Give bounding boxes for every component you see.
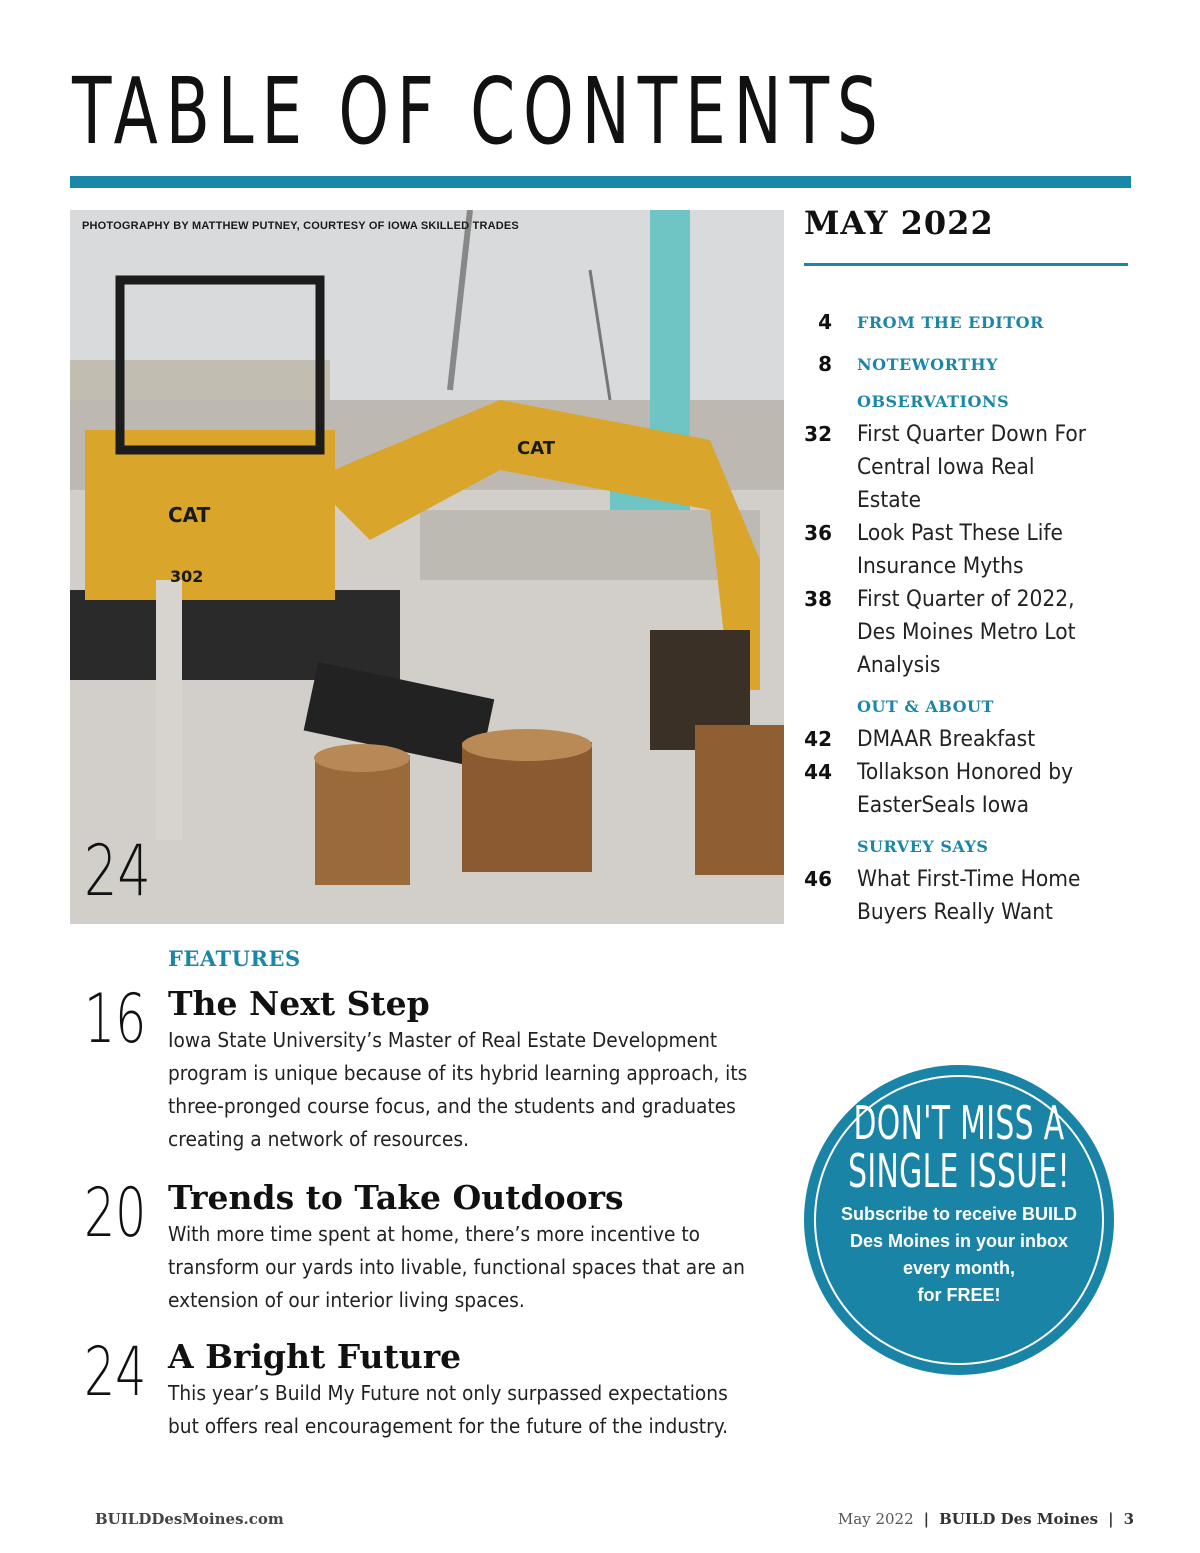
excavator-photo-illustration <box>70 210 784 924</box>
issue-divider <box>804 263 1128 266</box>
badge-body-line: for FREE! <box>917 1285 1001 1305</box>
cover-photo <box>70 210 784 924</box>
toc-entry[interactable] <box>800 517 1130 583</box>
feature-title: Trends to Take Outdoors <box>168 1178 624 1217</box>
page-title: TABLE OF CONTENTS <box>72 58 886 165</box>
footer-separator: | <box>1108 1510 1114 1528</box>
toc-page-number: 32 <box>804 422 832 446</box>
toc-entry[interactable] <box>800 418 1130 517</box>
title-divider <box>70 176 1131 188</box>
toc-page-number: 38 <box>804 587 832 611</box>
feature-description: Iowa State University’s Master of Real Estate Development program is unique because of its hybrid learning approach, its three-pronged course focus, and the students and graduates creating a network of resources. <box>168 1028 748 1151</box>
footer-separator: | <box>923 1510 930 1528</box>
toc-page-number: 42 <box>804 727 832 751</box>
feature-title: A Bright Future <box>168 1337 462 1376</box>
badge-body-line: every month, <box>902 1258 1016 1278</box>
toc-page-number: 46 <box>804 867 832 891</box>
toc-category-out-about: OUT & ABOUT <box>857 697 994 716</box>
toc-section-label: FROM THE EDITOR <box>857 313 1044 332</box>
cat-logo-boom: CAT <box>517 438 556 459</box>
toc-entry[interactable] <box>800 583 1130 682</box>
toc-page-number: 4 <box>818 310 832 334</box>
toc-entry[interactable] <box>800 863 1130 929</box>
toc-category-observations: OBSERVATIONS <box>857 392 1010 411</box>
footer-page-number: 3 <box>1123 1510 1134 1528</box>
model-number-label: 302 <box>170 567 204 586</box>
footer-website[interactable]: BUILDDesMoines.com <box>95 1510 284 1528</box>
feature-description: This year’s Build My Future not only surpassed expectations but offers real encouragement for the future of the industry. <box>168 1381 728 1438</box>
feature-page-number: 16 <box>84 980 147 1059</box>
toc-title: DMAAR Breakfast <box>857 727 1036 752</box>
toc-entry-noteworthy[interactable] <box>800 348 1130 381</box>
features-heading: FEATURES <box>168 946 301 971</box>
footer-publication: BUILD Des Moines <box>939 1510 1099 1528</box>
toc-title: First Quarter of 2022, Des Moines Metro Lot Analysis <box>857 587 1076 678</box>
badge-headline-line: DON'T MISS A <box>853 1096 1065 1150</box>
toc-page-number: 36 <box>804 521 832 545</box>
footer-folio <box>838 1510 1134 1528</box>
photo-page-number: 24 <box>84 830 151 912</box>
toc-section-label: NOTEWORTHY <box>857 355 999 374</box>
feature-page-number: 24 <box>84 1333 147 1412</box>
badge-body-line: Des Moines in your inbox <box>849 1231 1069 1251</box>
photo-credit: PHOTOGRAPHY BY MATTHEW PUTNEY, COURTESY OF IOWA SKILLED TRADES <box>82 220 519 232</box>
feature-title: The Next Step <box>168 984 430 1023</box>
subscribe-badge[interactable] <box>804 1065 1114 1375</box>
badge-headline-line: SINGLE ISSUE! <box>848 1144 1070 1198</box>
toc-category-survey-says: SURVEY SAYS <box>857 837 989 856</box>
issue-date: MAY 2022 <box>804 204 994 242</box>
toc-entry-from-editor[interactable] <box>800 306 1130 339</box>
toc-title: Look Past These Life Insurance Myths <box>857 521 1064 579</box>
toc-title: First Quarter Down For Central Iowa Real Estate <box>857 422 1087 513</box>
toc-title: What First-Time Home Buyers Really Want <box>857 867 1081 925</box>
feature-description: With more time spent at home, there’s more incentive to transform our yards into livable, functional spaces that are an extension of our interior living spaces. <box>168 1222 745 1312</box>
toc-departments <box>800 306 1130 929</box>
footer-date: May 2022 <box>837 1510 914 1528</box>
badge-body-line: Subscribe to receive BUILD <box>840 1204 1078 1224</box>
toc-entry[interactable] <box>800 723 1130 756</box>
badge-headline <box>804 1096 1114 1198</box>
badge-body <box>824 1201 1094 1309</box>
toc-page-number: 8 <box>818 352 832 376</box>
toc-title: Tollakson Honored by EasterSeals Iowa <box>857 760 1074 818</box>
feature-page-number: 20 <box>84 1174 147 1253</box>
toc-entry[interactable] <box>800 756 1130 822</box>
cat-logo-cab: CAT <box>168 503 211 527</box>
toc-page-number: 44 <box>804 760 832 784</box>
